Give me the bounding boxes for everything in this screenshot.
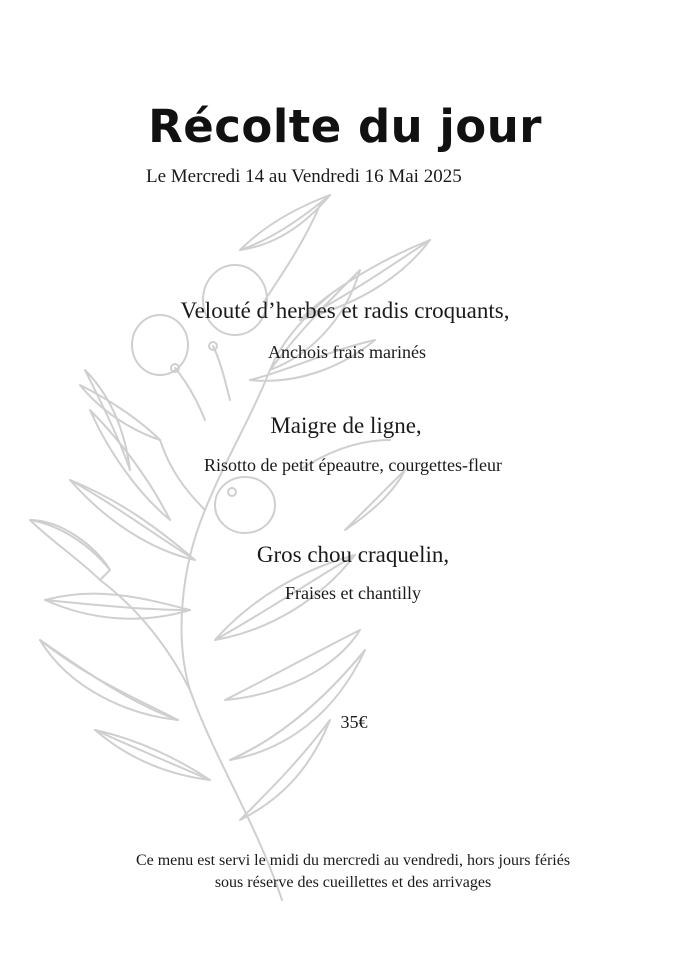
course-1-detail: Anchois frais marinés	[268, 342, 426, 362]
menu-price: 35€	[340, 712, 368, 732]
course-3-name: Gros chou craquelin,	[256, 542, 450, 567]
course-3-detail: Fraises et chantilly	[285, 583, 421, 603]
course-1-name: Velouté d’herbes et radis croquants,	[180, 298, 510, 323]
menu-title: Récolte du jour	[148, 100, 542, 153]
footer-line-2: sous réserve des cueillettes et des arrivages	[214, 874, 492, 891]
course-2-name: Maigre de ligne,	[270, 413, 422, 438]
course-2-detail: Risotto de petit épeautre, courgettes-fleur	[203, 455, 503, 475]
footer-line-1: Ce menu est servi le midi du mercredi au vendredi, hors jours fériés	[135, 852, 571, 869]
menu-dates: Le Mercredi 14 au Vendredi 16 Mai 2025	[146, 166, 462, 187]
